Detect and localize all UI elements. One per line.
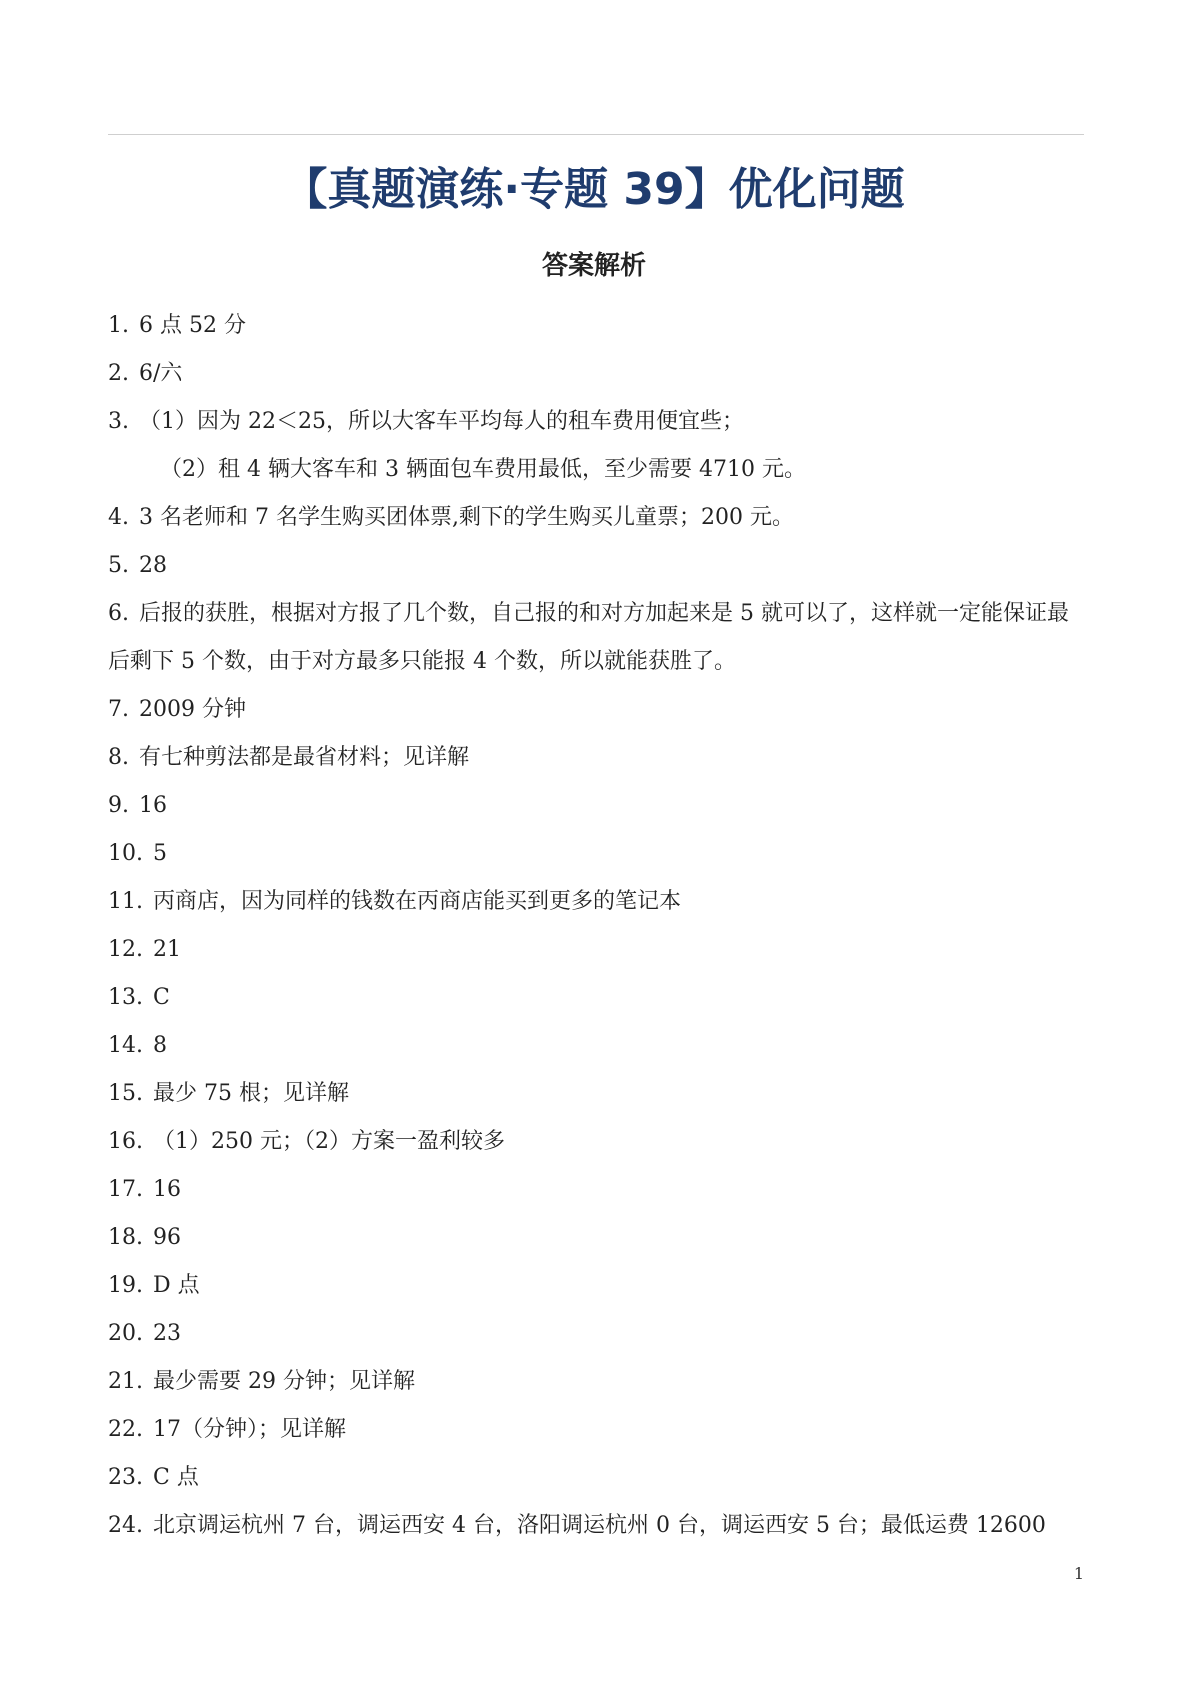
- answer-item: [108, 830, 1084, 878]
- answer-number: 16.: [108, 1129, 143, 1154]
- answer-text: 21: [153, 937, 181, 962]
- answer-item: [108, 494, 1084, 542]
- answer-number: 3.: [108, 409, 129, 434]
- answer-item: [108, 1310, 1084, 1358]
- answer-text: 6 点 52 分: [139, 313, 246, 338]
- answer-text: 3 名老师和 7 名学生购买团体票,剩下的学生购买儿童票；200 元。: [139, 505, 794, 530]
- answer-list: [108, 302, 1084, 1550]
- header-rule: [108, 134, 1084, 135]
- answer-number: 8.: [108, 745, 129, 770]
- answer-item: [108, 1214, 1084, 1262]
- answer-number: 23.: [108, 1465, 143, 1490]
- answer-number: 15.: [108, 1081, 143, 1106]
- answer-number: 12.: [108, 937, 143, 962]
- answer-item: [108, 542, 1084, 590]
- answer-item: [108, 302, 1084, 350]
- answer-item: [108, 878, 1084, 926]
- answer-text-continued: （2）租 4 辆大客车和 3 辆面包车费用最低，至少需要 4710 元。: [160, 457, 806, 482]
- answer-text: 8: [153, 1033, 167, 1058]
- answer-item: [108, 1118, 1084, 1166]
- answer-item: [108, 926, 1084, 974]
- answer-number: 5.: [108, 553, 129, 578]
- answer-text: 6/六: [139, 361, 183, 386]
- answer-item: [108, 782, 1084, 830]
- page-subtitle: 答案解析: [541, 251, 646, 281]
- answer-item: [108, 350, 1084, 398]
- answer-text: C 点: [153, 1465, 199, 1490]
- answer-text: D 点: [153, 1273, 200, 1298]
- answer-text: 后报的获胜，根据对方报了几个数，自己报的和对方加起来是 5 就可以了，这样就一定能保证最后剩下 5 个数，由于对方最多只能报 4 个数，所以就能获胜了。: [108, 601, 1069, 674]
- answer-text: 28: [139, 553, 167, 578]
- answer-item: [108, 734, 1084, 782]
- page-number: 1: [1073, 1564, 1084, 1583]
- answer-text: 23: [153, 1321, 181, 1346]
- answer-text: 有七种剪法都是最省材料；见详解: [139, 745, 470, 770]
- answer-number: 17.: [108, 1177, 143, 1202]
- answer-item: [108, 1166, 1084, 1214]
- answer-text: 5: [153, 841, 167, 866]
- answer-number: 14.: [108, 1033, 143, 1058]
- answer-text: （1）250 元；（2）方案一盈利较多: [153, 1129, 505, 1154]
- answer-text: 最少需要 29 分钟；见详解: [153, 1369, 415, 1394]
- answer-item: [108, 398, 1084, 494]
- answer-text: 17（分钟）；见详解: [153, 1417, 346, 1442]
- answer-number: 24.: [108, 1513, 143, 1538]
- answer-text: 丙商店，因为同样的钱数在丙商店能买到更多的笔记本: [153, 889, 682, 914]
- answer-number: 18.: [108, 1225, 143, 1250]
- answer-item: [108, 1358, 1084, 1406]
- answer-text: （1）因为 22＜25，所以大客车平均每人的租车费用便宜些；: [139, 409, 744, 434]
- answer-number: 2.: [108, 361, 129, 386]
- answer-item: [108, 1070, 1084, 1118]
- answer-number: 6.: [108, 601, 129, 626]
- answer-text: 最少 75 根；见详解: [153, 1081, 349, 1106]
- answer-number: 9.: [108, 793, 129, 818]
- answer-item: [108, 686, 1084, 734]
- answer-text: 96: [153, 1225, 181, 1250]
- answer-item: [108, 1262, 1084, 1310]
- answer-item: [108, 974, 1084, 1022]
- page-title: 【真题演练·专题 39】优化问题: [283, 164, 905, 215]
- answer-number: 11.: [108, 889, 143, 914]
- answer-item: [108, 1454, 1084, 1502]
- answer-text: 16: [153, 1177, 181, 1202]
- answer-item: [108, 1406, 1084, 1454]
- answer-number: 22.: [108, 1417, 143, 1442]
- answer-text: C: [153, 985, 170, 1010]
- answer-text: 2009 分钟: [139, 697, 246, 722]
- answer-number: 10.: [108, 841, 143, 866]
- answer-text: 16: [139, 793, 167, 818]
- answer-number: 21.: [108, 1369, 143, 1394]
- answer-number: 4.: [108, 505, 129, 530]
- answer-item: [108, 1022, 1084, 1070]
- answer-number: 7.: [108, 697, 129, 722]
- answer-item: [108, 1502, 1084, 1550]
- answer-number: 1.: [108, 313, 129, 338]
- answer-number: 20.: [108, 1321, 143, 1346]
- answer-number: 19.: [108, 1273, 143, 1298]
- answer-text: 北京调运杭州 7 台，调运西安 4 台，洛阳调运杭州 0 台，调运西安 5 台；最低运费 12600: [153, 1513, 1046, 1538]
- answer-number: 13.: [108, 985, 143, 1010]
- answer-item: [108, 590, 1084, 686]
